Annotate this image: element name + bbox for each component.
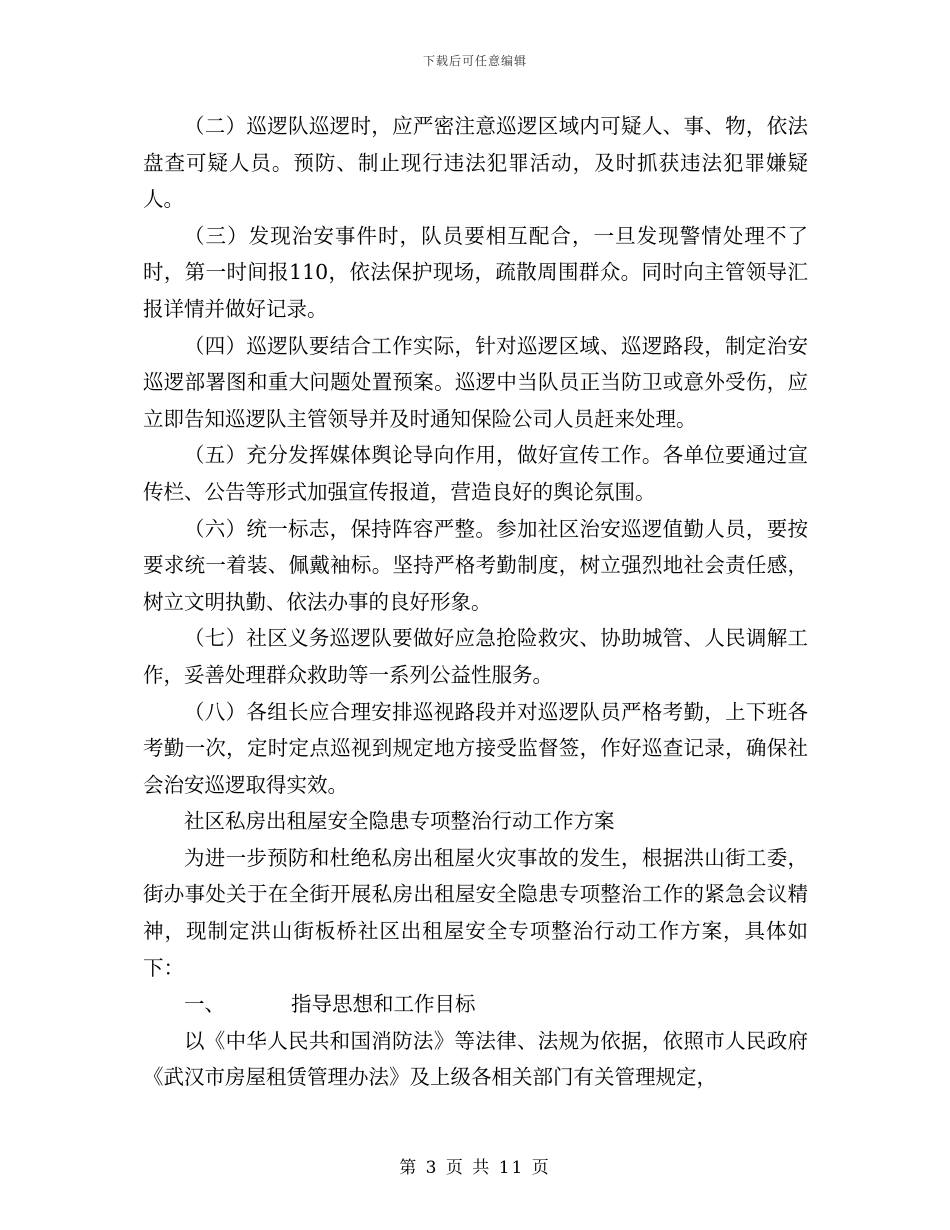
page-footer-number: 第 3 页 共 11 页: [399, 1158, 551, 1178]
document-title: 社区私房出租屋安全隐患专项整治行动工作方案: [184, 809, 615, 834]
intro-paragraph: 为进一步预防和杜绝私房出租屋火灾事故的发生，根据洪山街工委，街办事处关于在全街开展私房出租屋安全隐患专项整治工作的紧急会议精神，现制定洪山街板桥社区出租屋安全专项整治行动工作方案，具体如下：: [143, 845, 808, 980]
paragraph-item-2: （二）巡逻队巡逻时，应严密注意巡逻区域内可疑人、事、物，依法盘查可疑人员。预防、制止现行违法犯罪活动，及时抓获违法犯罪嫌疑人。: [143, 114, 808, 212]
section-title: 指导思想和工作目标: [291, 992, 476, 1017]
paragraph-item-5: （五）充分发挥媒体舆论导向作用，做好宣传工作。各单位要通过宣传栏、公告等形式加强宣传报道，营造良好的舆论氛围。: [143, 443, 808, 504]
paragraph-item-3: （三）发现治安事件时，队员要相互配合，一旦发现警情处理不了时，第一时间报110，依法保护现场，疏散周围群众。同时向主管领导汇报详情并做好记录。: [143, 223, 808, 321]
paragraph-item-8: （八）各组长应合理安排巡视路段并对巡逻队员严格考勤，上下班各考勤一次，定时定点巡视到规定地方接受监督签，作好巡查记录，确保社会治安巡逻取得实效。: [143, 699, 808, 797]
closing-paragraph: 以《中华人民共和国消防法》等法律、法规为依据，依照市人民政府《武汉市房屋租赁管理办法》及上级各相关部门有关管理规定，: [143, 1028, 808, 1090]
section-heading: [143, 986, 808, 1023]
paragraph-item-6: （六）统一标志，保持阵容严整。参加社区治安巡逻值勤人员，要按要求统一着装、佩戴袖标。坚持严格考勤制度，树立强烈地社会责任感，树立文明执勤、依法办事的良好形象。: [143, 516, 808, 614]
paragraph-item-7: （七）社区义务巡逻队要做好应急抢险救灾、协助城管、人民调解工作，妥善处理群众救助等一系列公益性服务。: [143, 626, 808, 687]
page-header-note: 下载后可任意编辑: [422, 54, 527, 68]
document-body: [143, 108, 808, 1096]
paragraph-item-4: （四）巡逻队要结合工作实际，针对巡逻区域、巡逻路段，制定治安巡逻部署图和重大问题处置预案。巡逻中当队员正当防卫或意外受伤，应立即告知巡逻队主管领导并及时通知保险公司人员赶来处理。: [143, 333, 808, 431]
section-number: 一、: [184, 992, 225, 1017]
